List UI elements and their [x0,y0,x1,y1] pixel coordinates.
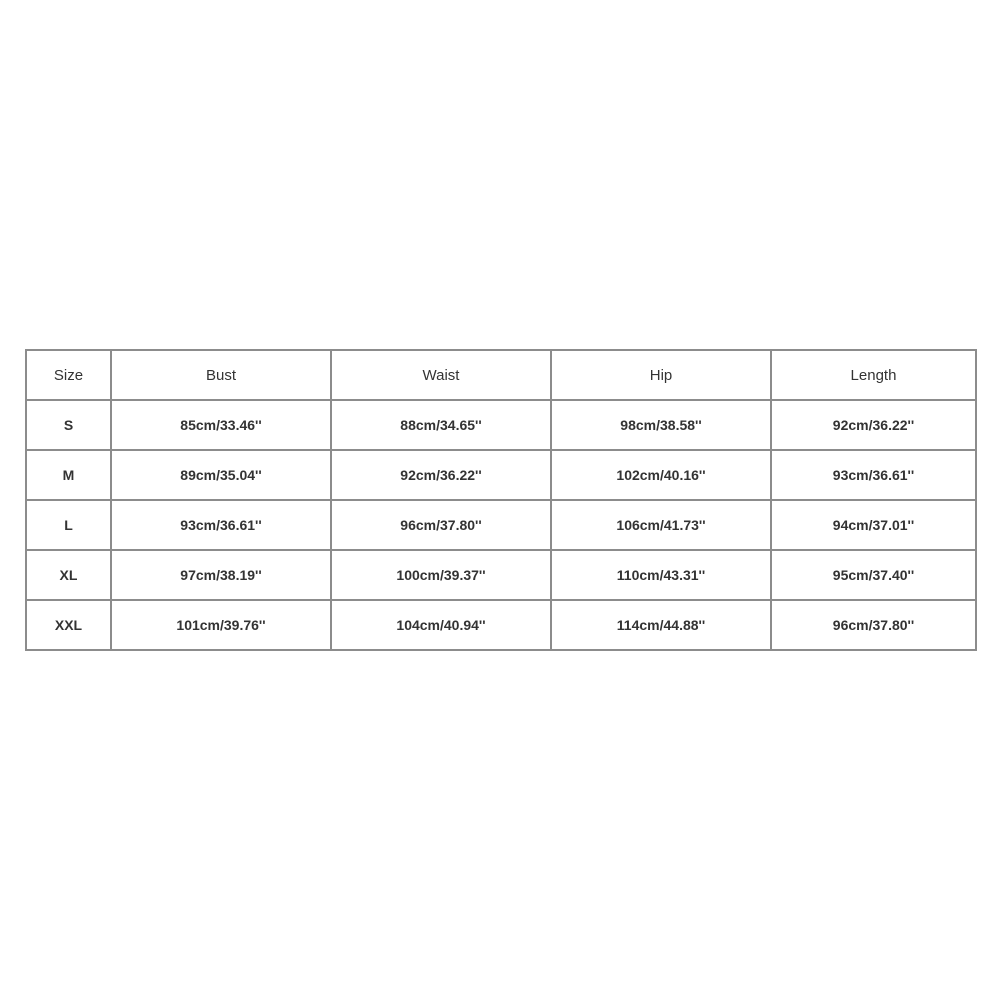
length-cell: 95cm/37.40'' [771,550,976,600]
waist-cell: 88cm/34.65'' [331,400,551,450]
size-cell: L [26,500,111,550]
bust-cell: 85cm/33.46'' [111,400,331,450]
header-row [26,350,976,400]
hip-cell: 106cm/41.73'' [551,500,771,550]
size-cell: M [26,450,111,500]
hip-cell: 114cm/44.88'' [551,600,771,650]
bust-cell: 93cm/36.61'' [111,500,331,550]
hip-cell: 102cm/40.16'' [551,450,771,500]
header-length: Length [771,350,976,400]
table-row [26,500,976,550]
length-cell: 93cm/36.61'' [771,450,976,500]
hip-cell: 110cm/43.31'' [551,550,771,600]
bust-cell: 97cm/38.19'' [111,550,331,600]
size-chart-body [26,400,976,650]
header-size: Size [26,350,111,400]
size-cell: S [26,400,111,450]
table-row [26,600,976,650]
size-chart-table [25,349,977,651]
length-cell: 96cm/37.80'' [771,600,976,650]
bust-cell: 101cm/39.76'' [111,600,331,650]
length-cell: 94cm/37.01'' [771,500,976,550]
header-waist: Waist [331,350,551,400]
table-row [26,450,976,500]
bust-cell: 89cm/35.04'' [111,450,331,500]
waist-cell: 92cm/36.22'' [331,450,551,500]
header-bust: Bust [111,350,331,400]
size-cell: XXL [26,600,111,650]
waist-cell: 96cm/37.80'' [331,500,551,550]
table-row [26,550,976,600]
size-chart-header [26,350,976,400]
table-row [26,400,976,450]
waist-cell: 100cm/39.37'' [331,550,551,600]
hip-cell: 98cm/38.58'' [551,400,771,450]
size-cell: XL [26,550,111,600]
header-hip: Hip [551,350,771,400]
length-cell: 92cm/36.22'' [771,400,976,450]
waist-cell: 104cm/40.94'' [331,600,551,650]
